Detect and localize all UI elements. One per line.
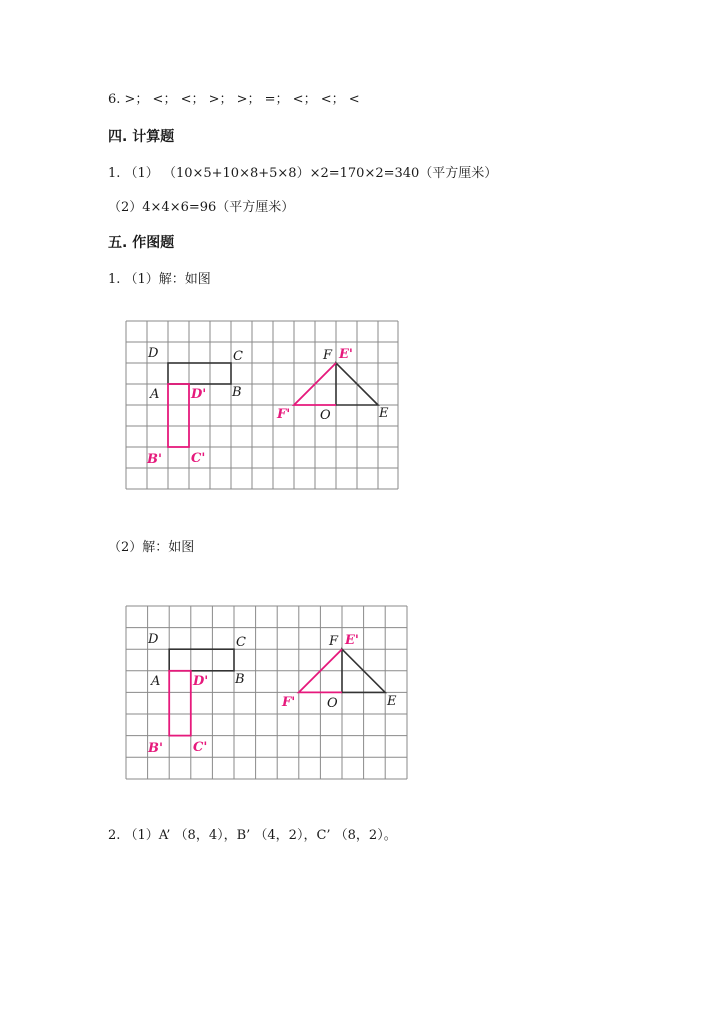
label-c: C — [233, 349, 243, 364]
label-e-prime: E' — [345, 633, 359, 648]
label-b: B — [235, 672, 245, 687]
rectangle-rotated — [169, 671, 191, 736]
answer-draw-1-1: 1. （1）解：如图 — [108, 272, 211, 287]
section-heading-calc: 四. 计算题 — [108, 129, 175, 145]
answer-q2: 2. （1）A’ （8，4），B’ （4，2），C’ （8，2）。 — [108, 828, 397, 843]
label-c: C — [236, 635, 246, 650]
label-d-prime: D' — [191, 387, 207, 402]
label-b: B — [232, 385, 242, 400]
rectangle-rotated — [168, 384, 189, 447]
label-f-prime: F' — [277, 407, 291, 422]
label-f-prime: F' — [282, 695, 296, 710]
label-f: F — [323, 348, 333, 363]
label-e: E — [387, 694, 397, 709]
rectangle-original — [168, 363, 231, 384]
answer-calc-1: 1. （1） （10×5+10×8+5×8）×2=170×2=340（平方厘米） — [108, 166, 498, 181]
label-c-prime: C' — [191, 451, 206, 466]
answer-draw-1-2: （2）解：如图 — [108, 540, 195, 555]
label-e: E — [379, 406, 389, 421]
label-d: D — [148, 632, 159, 647]
rotation-grid-figure-1 — [125, 320, 399, 490]
label-a: A — [150, 387, 160, 402]
label-o: O — [320, 408, 331, 423]
label-b-prime: B' — [147, 452, 162, 467]
answer-q6: 6. >； <； <； >； >； =； <； <； < — [108, 92, 360, 107]
label-e-prime: E' — [339, 347, 353, 362]
rotation-grid-figure-2 — [125, 605, 408, 780]
label-d-prime: D' — [193, 674, 209, 689]
rectangle-original — [169, 649, 234, 671]
label-c-prime: C' — [193, 740, 208, 755]
label-a: A — [151, 674, 161, 689]
label-b-prime: B' — [148, 741, 163, 756]
label-d: D — [148, 346, 159, 361]
answer-calc-2: （2）4×4×6=96（平方厘米） — [108, 200, 295, 215]
label-f: F — [329, 634, 339, 649]
section-heading-draw: 五. 作图题 — [108, 235, 175, 251]
label-o: O — [327, 696, 338, 711]
